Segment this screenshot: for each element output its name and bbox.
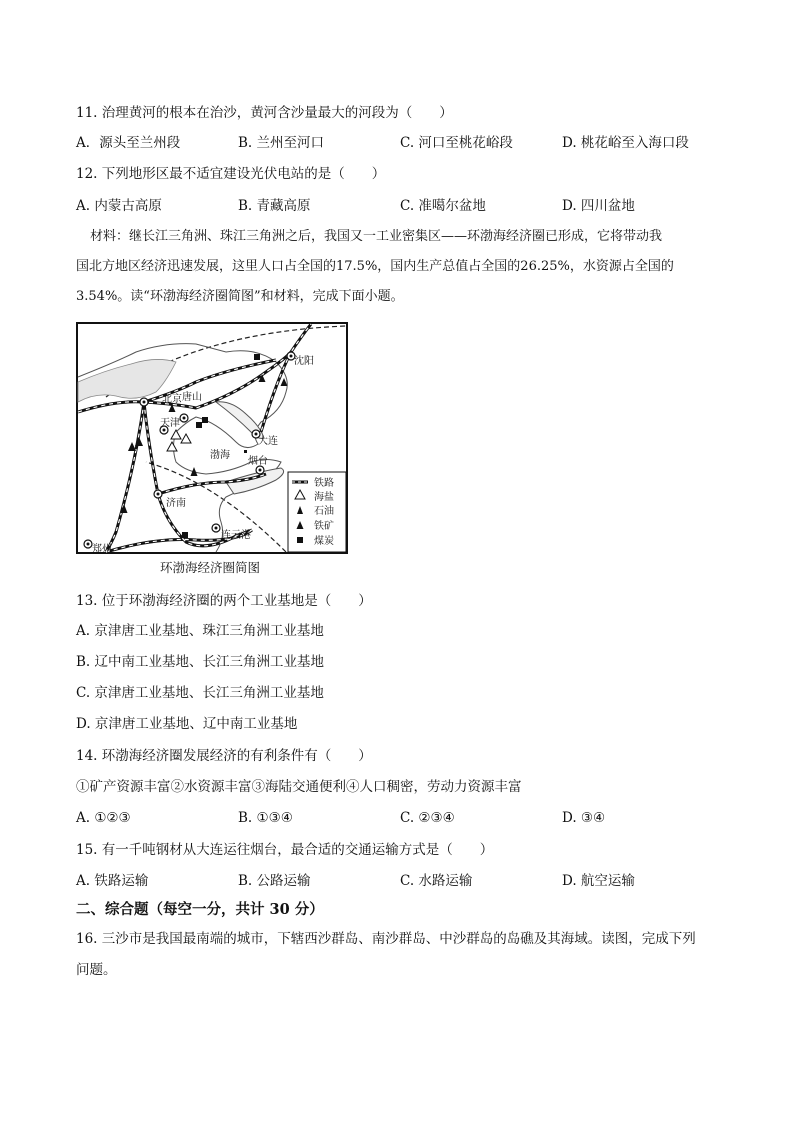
- material-line-2: 国北方地区经济迅速发展，这里人口占全国的17.5%，国内生产总值占全国的26.25%，水资源占全国的: [76, 259, 674, 274]
- label-jinan: 济南: [166, 498, 186, 509]
- legend-iron-label: 铁矿: [314, 521, 334, 532]
- q14-stem: 14. 环渤海经济圈发展经济的有利条件有（ ）: [76, 748, 372, 764]
- legend-salt-label: 海盐: [314, 492, 334, 503]
- q15-option-a: A. 铁路运输: [76, 873, 149, 889]
- q14-conditions: ①矿产资源丰富②水资源丰富③海陆交通便利④人口稠密，劳动力资源丰富: [76, 779, 522, 795]
- q14-option-a: A. ①②③: [76, 810, 131, 826]
- q14-option-b: B. ①③④: [238, 810, 293, 826]
- q12-option-d: D. 四川盆地: [562, 198, 635, 214]
- q16-line-1: 16. 三沙市是我国最南端的城市，下辖西沙群岛、南沙群岛、中沙群岛的岛礁及其海域。读图，完成下列: [76, 931, 696, 947]
- q13-stem: 13. 位于环渤海经济圈的两个工业基地是（ ）: [76, 593, 372, 609]
- q14-option-d: D. ③④: [562, 810, 606, 826]
- q11-option-b: B. 兰州至河口: [238, 135, 325, 151]
- q16-line-2: 问题。: [76, 962, 117, 978]
- q15-stem: 15. 有一千吨钢材从大连运往烟台，最合适的交通运输方式是（ ）: [76, 842, 494, 858]
- q13-option-a: A. 京津唐工业基地、珠江三角洲工业基地: [76, 623, 324, 639]
- material-line-1: 材料：继长江三角洲、珠江三角洲之后，我国又一工业密集区——环渤海经济圈已形成，它将带动我: [90, 229, 663, 244]
- q15-option-b: B. 公路运输: [238, 873, 311, 889]
- q13-option-b: B. 辽中南工业基地、长江三角洲工业基地: [76, 654, 325, 670]
- map-caption: 环渤海经济圈简图: [160, 560, 261, 575]
- q11-option-d: D. 桃花峪至入海口段: [562, 135, 689, 151]
- coal-symbol: [254, 354, 260, 360]
- label-zhengzhou: 郑州: [92, 544, 112, 554]
- legend-oil-label: 石油: [314, 506, 334, 517]
- label-bohai-sea: 渤海: [210, 450, 230, 461]
- q15-option-c: C. 水路运输: [400, 873, 473, 889]
- label-tianjin: 天津: [160, 418, 180, 429]
- q12-stem: 12. 下列地形区最不适宜建设光伏电站的是（ ）: [76, 166, 386, 182]
- label-beijing: 北京: [162, 394, 182, 405]
- legend-coal-icon: [297, 537, 303, 543]
- label-shenyang: 沈阳: [294, 356, 314, 367]
- legend-coal-label: 煤炭: [314, 536, 334, 547]
- q13-option-d: D. 京津唐工业基地、辽中南工业基地: [76, 716, 298, 732]
- q14-option-c: C. ②③④: [400, 810, 455, 826]
- q11-option-c: C. 河口至桃花峪段: [400, 135, 513, 151]
- label-yantai: 烟台: [248, 456, 268, 467]
- bohai-economic-circle-map: [76, 322, 348, 554]
- q12-option-b: B. 青藏高原: [238, 198, 311, 214]
- coal-symbol: [182, 532, 188, 538]
- label-lianyungang: 连云港: [221, 530, 251, 541]
- coal-symbol: [202, 417, 208, 423]
- coal-symbol: [196, 422, 202, 428]
- coal-symbol: [244, 450, 247, 453]
- map-legend: [288, 472, 346, 552]
- label-dalian: 大连: [258, 436, 278, 447]
- q13-option-c: C. 京津唐工业基地、长江三角洲工业基地: [76, 685, 324, 701]
- label-tangshan: 唐山: [182, 392, 202, 403]
- q11-stem: 11. 治理黄河的根本在治沙，黄河含沙量最大的河段为（ ）: [76, 105, 453, 121]
- legend-railway-label: 铁路: [314, 478, 334, 489]
- q11-option-a: A．源头至兰州段: [76, 135, 181, 151]
- section-2-heading: 二、综合题（每空一分，共计 30 分）: [76, 901, 324, 918]
- q12-option-c: C. 准噶尔盆地: [400, 198, 486, 214]
- q15-option-d: D. 航空运输: [562, 873, 635, 889]
- material-line-3: 3.54%。读“环渤海经济圈简图”和材料，完成下面小题。: [76, 289, 404, 304]
- material-paragraph: [76, 222, 726, 312]
- q12-option-a: A. 内蒙古高原: [76, 198, 162, 214]
